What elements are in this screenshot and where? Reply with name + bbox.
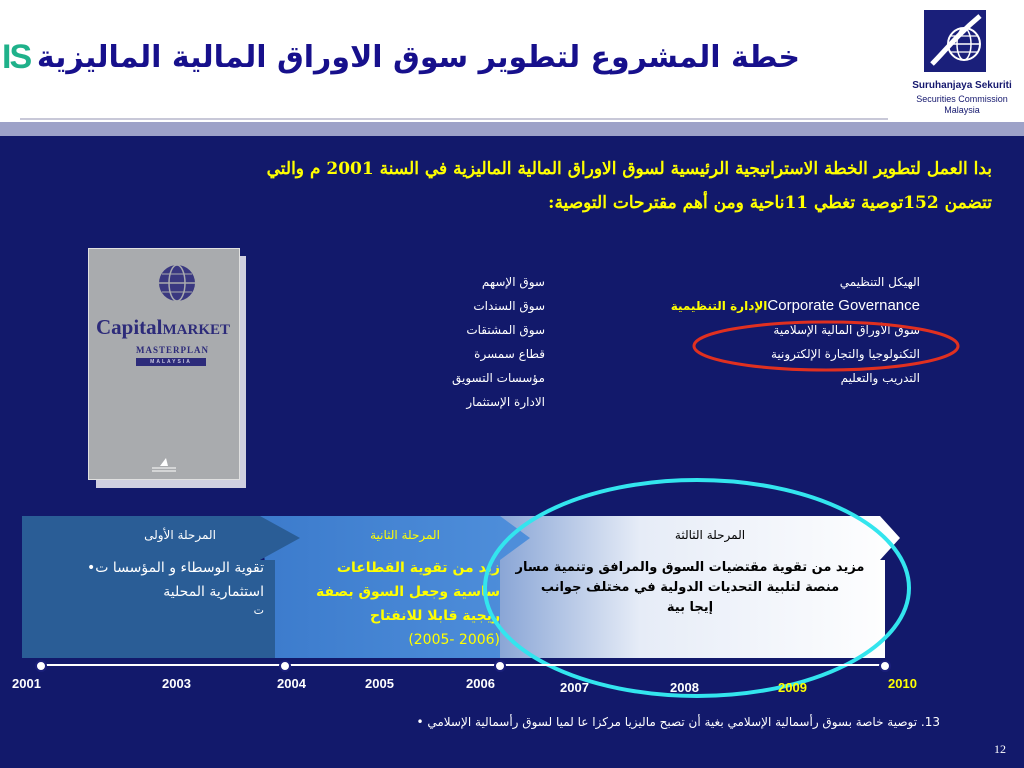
- list-item-corporate-governance: [560, 294, 920, 318]
- intro-line-1: بدا العمل لتطوير الخطة الاستراتيجية الرئيسية لسوق الاوراق المالية الماليزية في السنة 2001 م والتي: [266, 159, 992, 179]
- globe-icon: [924, 10, 986, 72]
- timeline-dot: [279, 660, 291, 672]
- corporate-governance-ar: الإدارة التنظيمية: [670, 299, 768, 313]
- book-band-text: MALAYSIA: [150, 359, 192, 365]
- year-2006: 2006: [466, 676, 495, 691]
- highlight-ellipse-red: [690, 318, 962, 374]
- list-item: الهيكل التنظيمي: [839, 275, 920, 289]
- timeline-dot: [35, 660, 47, 672]
- year-2005: 2005: [365, 676, 394, 691]
- list-item: سوق الإسهم: [481, 275, 545, 289]
- areas-list-left: [360, 270, 545, 414]
- highlight-ellipse-cyan: [478, 474, 916, 702]
- phase-3-line-1: مزيد من تقوية مقتضيات السوق والمرافق وتنمية مسار: [515, 560, 865, 575]
- phase-1-text: [28, 556, 264, 618]
- logo-line-2: [906, 94, 1018, 116]
- list-item-islamic-capital-market: سوق الأوراق المالية الإسلامية: [773, 323, 920, 337]
- intro-line-2: تتضمن 152توصية تغطي 11ناحية ومن أهم مقترحات التوصية:: [548, 193, 992, 213]
- year-2003: 2003: [162, 676, 191, 691]
- book-subtitle: MASTERPLAN: [136, 345, 210, 355]
- logo-line-2-text: Securities Commission: [916, 94, 1008, 104]
- list-item: التكنولوجيا والتجارة الإلكترونية: [770, 347, 920, 361]
- phase-1-label: المرحلة الأولى: [144, 528, 216, 542]
- phase-2-period: (2005- 2006): [408, 632, 500, 648]
- list-item: قطاع سمسرة: [474, 347, 545, 361]
- year-2001: 2001: [12, 676, 41, 691]
- logo-line-1: Suruhanjaya Sekuriti: [912, 80, 1012, 91]
- phase-2-label: المرحلة الثانية: [370, 528, 440, 542]
- header-band: [0, 122, 1024, 136]
- footnote: 13. توصية خاصة بسوق رأسمالية الإسلامي بغية أن تصبح ماليزيا مركزا عا لميا لسوق رأسمالية الإسلامي •: [416, 715, 940, 729]
- book-globe-icon: [156, 262, 198, 304]
- phase-1-line-2: استثمارية المحلية: [163, 584, 264, 600]
- book-publisher-icon: [150, 454, 178, 472]
- list-item: مؤسسات التسويق: [451, 371, 545, 385]
- year-2004: 2004: [277, 676, 306, 691]
- page-number: 12: [994, 742, 1006, 756]
- book-title-rest: MARKET: [162, 322, 231, 338]
- phase-2-line-3: ريجية قابلا للانفتاح: [370, 608, 500, 624]
- list-item: سوق المشتقات: [466, 323, 545, 337]
- list-item: سوق السندات: [473, 299, 545, 313]
- phase-2-line-1: زيد من تقوية القطاعات: [336, 560, 500, 576]
- list-item: الادارة الإستثمار: [466, 395, 545, 409]
- timeline-line: [40, 664, 886, 666]
- logo-line-3-text: Malaysia: [944, 105, 980, 115]
- phase-2-text: [278, 556, 500, 652]
- phase-3-line-3: إيجا بية: [666, 600, 714, 615]
- securities-commission-logo: [924, 10, 986, 72]
- book-title: [96, 315, 230, 340]
- header-divider: [20, 118, 888, 120]
- list-item: التدريب والتعليم: [840, 371, 920, 385]
- book-title-main: Capital: [96, 315, 163, 339]
- phase-1-line-3: ت: [253, 604, 264, 617]
- timeline-dot: [494, 660, 506, 672]
- phase-3-label: المرحلة الثالثة: [674, 528, 746, 542]
- year-2008: 2008: [670, 680, 699, 695]
- year-2007: 2007: [560, 680, 589, 695]
- phase-3-line-2: منصة لتلبية التحديات الدولية في مختلف جوانب: [540, 580, 840, 595]
- left-mark: IS: [2, 38, 31, 76]
- slide-title: خطة المشروع لتطوير سوق الاوراق المالية الماليزية: [36, 40, 800, 75]
- year-2010: 2010: [888, 676, 917, 691]
- year-2009: 2009: [778, 680, 807, 695]
- phase-1-line-1: تقوية الوسطاء و المؤسسا ت•: [86, 560, 264, 576]
- phase-2-line-2: ساسية وجعل السوق بصفة: [315, 584, 500, 600]
- timeline-dot: [879, 660, 891, 672]
- corporate-governance-en: Corporate Governance: [767, 297, 920, 314]
- intro-text: [60, 152, 992, 220]
